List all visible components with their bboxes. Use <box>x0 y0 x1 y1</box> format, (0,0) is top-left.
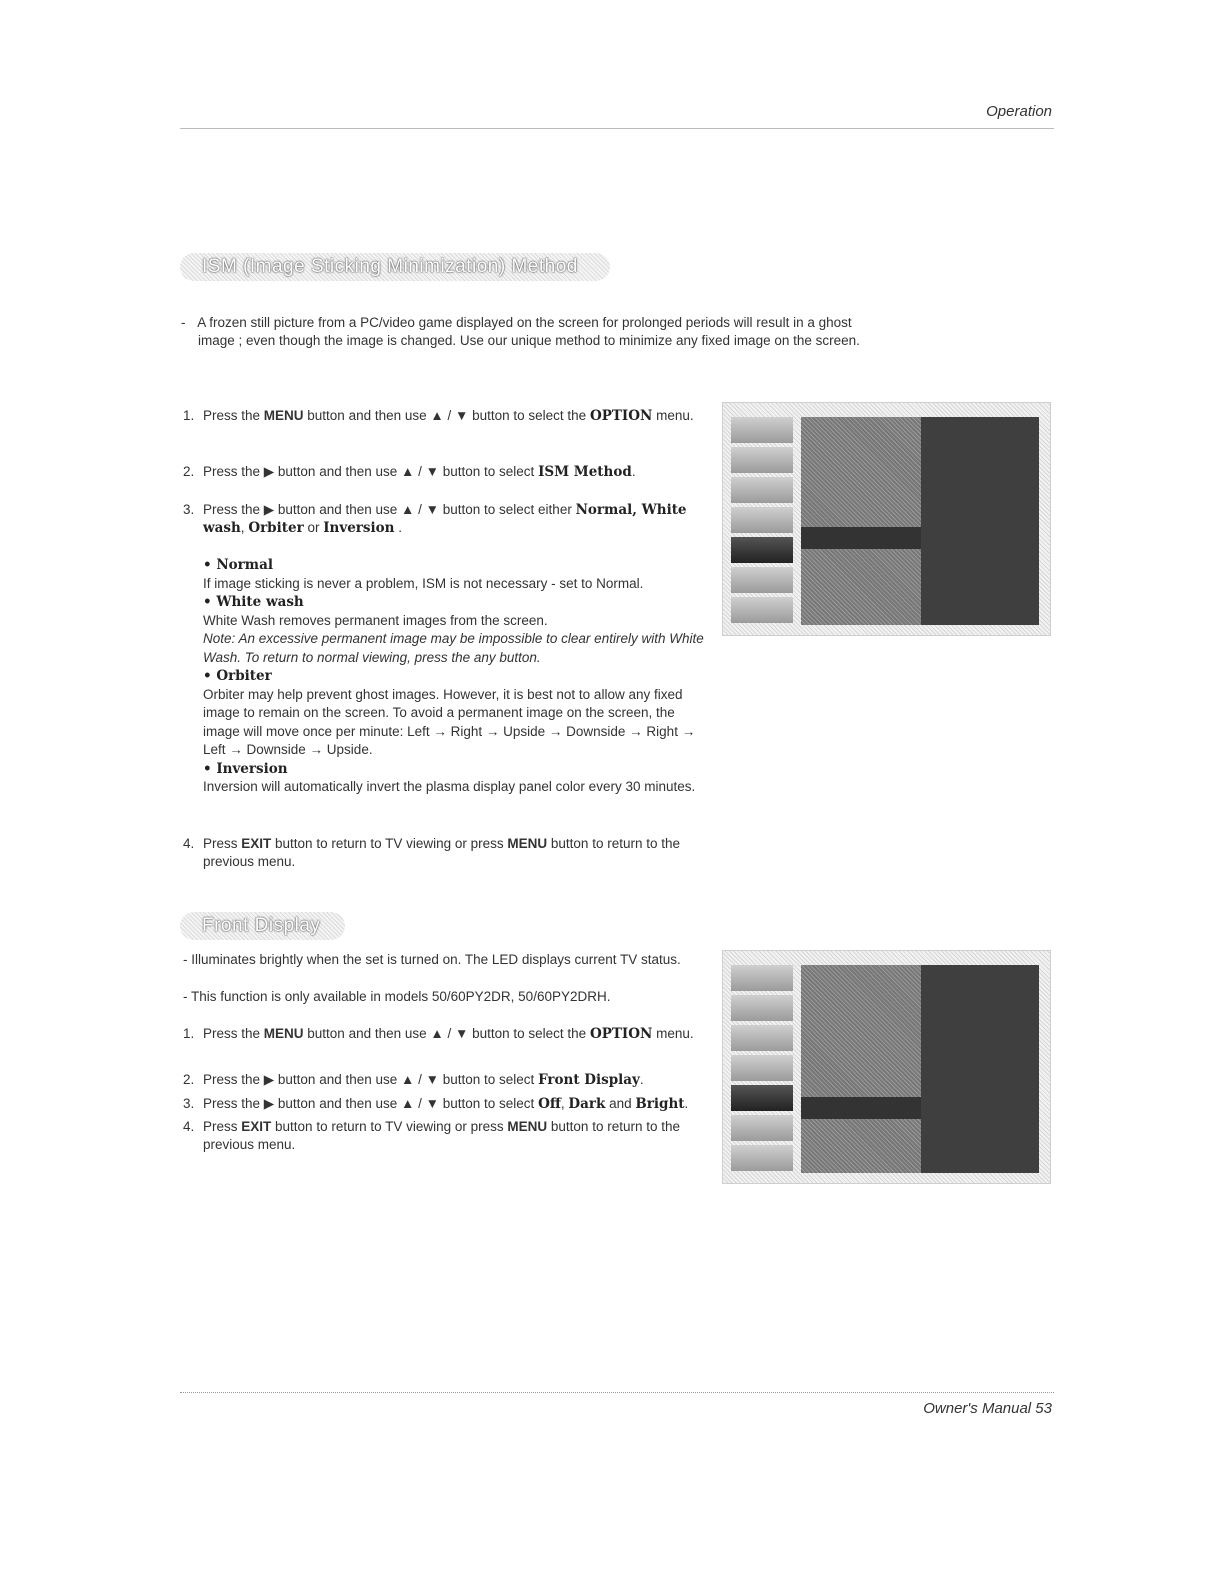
front-step-4 <box>183 1118 713 1154</box>
header-rule <box>180 128 1054 129</box>
front-display-menu-screenshot <box>722 950 1051 1184</box>
step-text: . <box>639 1072 644 1087</box>
osd-item <box>801 1119 921 1141</box>
osd-item-selected <box>801 527 921 549</box>
front-step-3 <box>183 1095 713 1113</box>
step-text: and <box>605 1096 636 1111</box>
front-display-keyword: Front Display <box>538 1072 640 1088</box>
ism-step-4 <box>183 835 715 871</box>
osd-tab <box>731 1055 793 1081</box>
footer-rule <box>180 1392 1054 1393</box>
osd-item <box>801 505 921 527</box>
step-text: button and then use ▲ / ▼ button to select the <box>303 1026 590 1041</box>
osd-tab <box>731 1115 793 1141</box>
osd-tab <box>731 965 793 991</box>
step-number: 1. <box>183 1026 195 1041</box>
off-keyword: Off <box>538 1096 561 1112</box>
dark-keyword: Dark <box>568 1096 606 1112</box>
step-text: or <box>303 520 324 535</box>
orbiter-description: Orbiter may help prevent ghost images. However, it is best not to allow any fixed image to remain on the screen. To avoid a permanent image on the screen, the image will move once per minute: Left → Right → Upside → Downside → Right → Left → Downside → Upside. <box>203 686 696 757</box>
front-display-section-title: Front Display <box>180 912 345 940</box>
osd-menu-items <box>801 965 921 1173</box>
front-step-1 <box>183 1025 713 1043</box>
step-text: button to return to the previous menu. <box>203 1119 680 1152</box>
ism-options-list <box>203 556 715 797</box>
ism-intro <box>181 314 1061 350</box>
osd-submenu <box>921 965 1039 1173</box>
osd-tab-selected <box>731 537 793 563</box>
step-text: , <box>560 1096 569 1111</box>
step-number: 1. <box>183 408 195 423</box>
osd-tab-selected <box>731 1085 793 1111</box>
osd-tab <box>731 447 793 473</box>
osd-tab <box>731 597 793 623</box>
ism-step-3 <box>183 501 715 537</box>
step-text: Press the ▶ button and then use ▲ / ▼ button to select <box>203 1072 539 1087</box>
exit-keyword: EXIT <box>241 1119 272 1134</box>
step-number: 4. <box>183 836 195 851</box>
step-text: , <box>240 520 249 535</box>
step-text: Press the <box>203 1026 264 1041</box>
normal-white-keyword: Normal, White wash <box>203 502 687 536</box>
intro-line-2: image ; even though the image is changed. Use our unique method to minimize any fixed image on the screen. <box>198 333 860 348</box>
option-keyword: OPTION <box>589 408 653 424</box>
osd-item <box>801 1053 921 1075</box>
step-text: . <box>394 520 402 535</box>
intro-dash: - <box>181 315 186 330</box>
osd-item <box>801 461 921 483</box>
osd-item <box>801 987 921 1009</box>
ism-step-1 <box>183 407 715 425</box>
osd-side-tabs <box>731 417 793 627</box>
inversion-keyword: Inversion <box>323 520 395 536</box>
osd-tab <box>731 567 793 593</box>
ism-section-title: ISM (Image Sticking Minimization) Method <box>180 253 610 281</box>
inversion-description: Inversion will automatically invert the plasma display panel color every 30 minutes. <box>203 779 696 794</box>
step-text: menu. <box>652 1026 694 1041</box>
step-number: 4. <box>183 1119 195 1134</box>
whitewash-note: Note: An excessive permanent image may be impossible to clear entirely with White Wash. To return to normal viewing, press the any button. <box>203 631 704 665</box>
osd-tab <box>731 507 793 533</box>
front-step-2 <box>183 1071 713 1089</box>
osd-item <box>801 1009 921 1031</box>
step-text: Press the <box>203 408 264 423</box>
osd-item-selected <box>801 1097 921 1119</box>
osd-item <box>801 965 921 987</box>
normal-heading: • Normal <box>203 557 273 573</box>
menu-keyword: MENU <box>263 408 304 423</box>
step-text: Press the ▶ button and then use ▲ / ▼ button to select either <box>203 502 576 517</box>
intro-line-1: A frozen still picture from a PC/video game displayed on the screen for prolonged periods will result in a ghost <box>197 315 852 330</box>
step-number: 3. <box>183 1096 195 1111</box>
menu-keyword: MENU <box>507 1119 548 1134</box>
osd-tab <box>731 417 793 443</box>
osd-item <box>801 439 921 461</box>
ism-menu-screenshot <box>722 402 1051 636</box>
step-text: Press <box>203 1119 242 1134</box>
front-bullet-2: - This function is only available in models 50/60PY2DR, 50/60PY2DRH. <box>183 989 611 1004</box>
inversion-heading: • Inversion <box>203 760 288 777</box>
step-text: Press the ▶ button and then use ▲ / ▼ button to select <box>203 464 539 479</box>
step-text: button and then use ▲ / ▼ button to select the <box>303 408 590 423</box>
step-text: Press <box>203 836 242 851</box>
step-number: 2. <box>183 464 195 479</box>
orbiter-heading: • Orbiter <box>203 668 272 684</box>
osd-item <box>801 1031 921 1053</box>
step-text: Press the ▶ button and then use ▲ / ▼ button to select <box>203 1096 539 1111</box>
exit-keyword: EXIT <box>241 836 272 851</box>
step-number: 3. <box>183 502 195 517</box>
ism-method-keyword: ISM Method <box>538 464 632 480</box>
ism-step-2 <box>183 463 715 481</box>
bright-keyword: Bright <box>635 1096 685 1112</box>
osd-item <box>801 549 921 571</box>
osd-item <box>801 483 921 505</box>
orbiter-keyword: Orbiter <box>248 520 304 536</box>
whitewash-description: White Wash removes permanent images from the screen. <box>203 612 548 628</box>
footer-page-label: Owner's Manual 53 <box>923 1400 1052 1417</box>
osd-menu-items <box>801 417 921 625</box>
step-text: button to return to the previous menu. <box>203 836 680 869</box>
osd-tab <box>731 477 793 503</box>
whitewash-heading: • White wash <box>203 594 304 610</box>
step-number: 2. <box>183 1072 195 1087</box>
step-text: button to return to TV viewing or press <box>271 836 508 851</box>
osd-tab <box>731 995 793 1021</box>
osd-side-tabs <box>731 965 793 1175</box>
normal-description: If image sticking is never a problem, ISM is not necessary - set to Normal. <box>203 575 644 591</box>
osd-item <box>801 1075 921 1097</box>
running-header: Operation <box>986 103 1052 120</box>
menu-keyword: MENU <box>263 1026 304 1041</box>
osd-submenu <box>921 417 1039 625</box>
osd-item <box>801 417 921 439</box>
front-bullet-1: - Illuminates brightly when the set is turned on. The LED displays current TV status. <box>183 952 681 967</box>
menu-keyword: MENU <box>507 836 548 851</box>
step-text: . <box>684 1096 689 1111</box>
osd-tab <box>731 1145 793 1171</box>
step-text: . <box>631 464 636 479</box>
osd-tab <box>731 1025 793 1051</box>
option-keyword: OPTION <box>589 1026 653 1042</box>
step-text: menu. <box>652 408 694 423</box>
osd-item <box>801 571 921 593</box>
step-text: button to return to TV viewing or press <box>271 1119 508 1134</box>
